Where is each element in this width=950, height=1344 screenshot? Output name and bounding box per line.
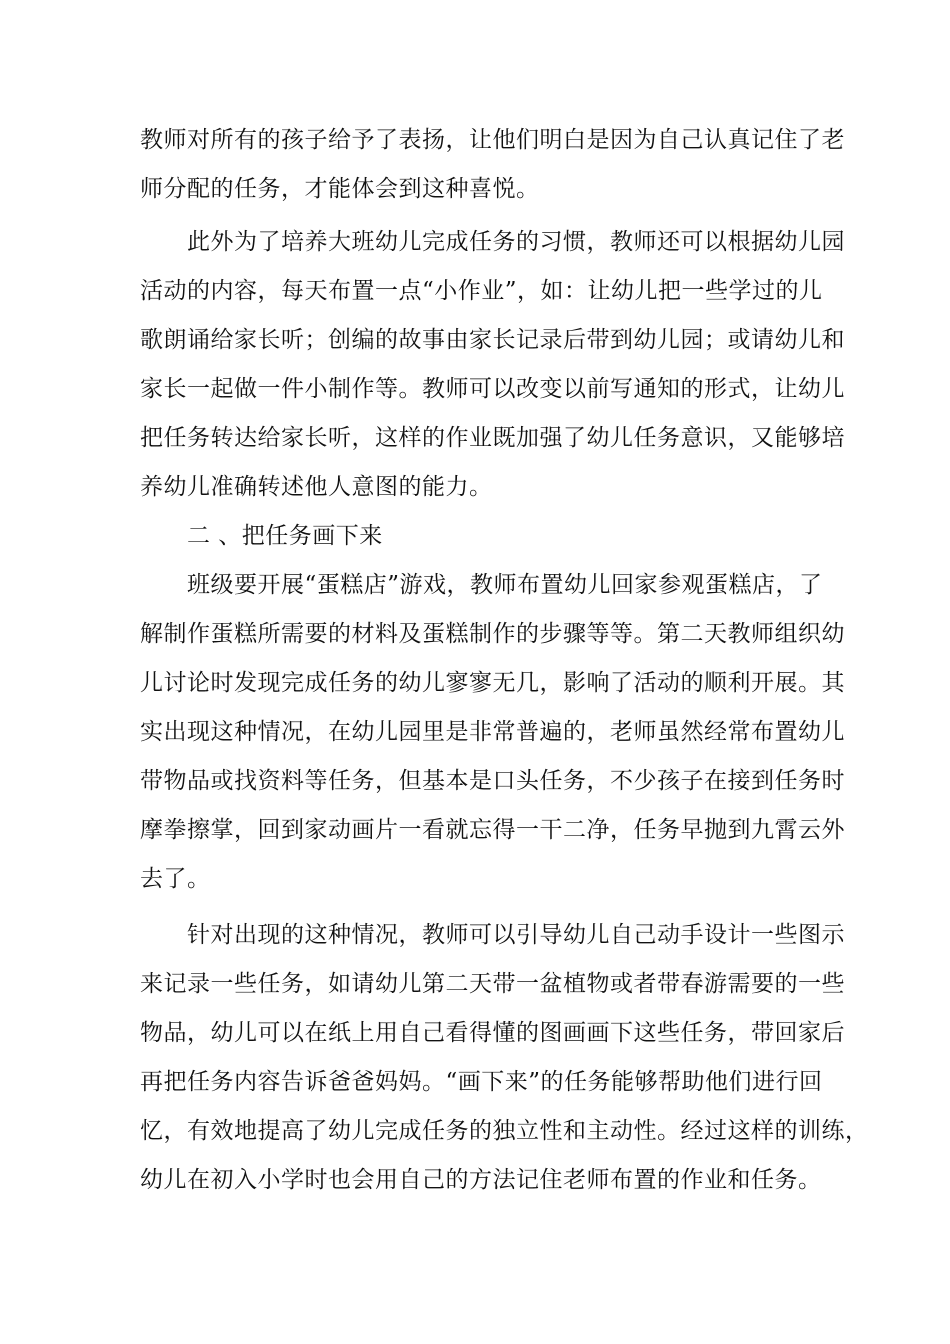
text-line: 物品，幼儿可以在纸上用自己看得懂的图画画下这些任务，带回家后 [140,1020,845,1046]
text-line: 师分配的任务，才能体会到这种喜悦。 [140,176,540,202]
text-line: 养幼儿准确转述他人意图的能力。 [140,474,493,500]
text-line: 活动的内容，每天布置一点“小作业”，如：让幼儿把一些学过的儿 [140,278,823,304]
text-line: 家长一起做一件小制作等。教师可以改变以前写通知的形式，让幼儿 [140,376,845,402]
text-line: 解制作蛋糕所需要的材料及蛋糕制作的步骤等等。第二天教师组织幼 [140,621,845,647]
text-line: 实出现这种情况，在幼儿园里是非常普遍的，老师虽然经常布置幼儿 [140,719,845,745]
text-line: 把任务转达给家长听，这样的作业既加强了幼儿任务意识，又能够培 [140,425,845,451]
text-line: 教师对所有的孩子给予了表扬，让他们明白是因为自己认真记住了老 [140,127,845,153]
text-line: 去了。 [140,866,211,892]
paragraph-first-line: 针对出现的这种情况，教师可以引导幼儿自己动手设计一些图示 [187,922,845,948]
text-line: 歌朗诵给家长听；创编的故事由家长记录后带到幼儿园；或请幼儿和 [140,327,845,353]
text-line: 摩拳擦掌，回到家动画片一看就忘得一干二净，任务早抛到九霄云外 [140,817,845,843]
paragraph-first-line: 此外为了培养大班幼儿完成任务的习惯，教师还可以根据幼儿园 [187,229,845,255]
text-line: 带物品或找资料等任务，但基本是口头任务，不少孩子在接到任务时 [140,768,845,794]
text-line: 幼儿在初入小学时也会用自己的方法记住老师布置的作业和任务。 [140,1167,822,1193]
text-line: 忆，有效地提高了幼儿完成任务的独立性和主动性。经过这样的训练， [140,1118,869,1144]
paragraph-first-line: 班级要开展“蛋糕店”游戏，教师布置幼儿回家参观蛋糕店，了 [187,572,823,598]
section-heading: 二 、把任务画下来 [187,523,383,549]
text-line: 再把任务内容告诉爸爸妈妈。“画下来”的任务能够帮助他们进行回 [140,1069,823,1095]
text-line: 来记录一些任务，如请幼儿第二天带一盆植物或者带春游需要的一些 [140,971,845,997]
text-line: 儿讨论时发现完成任务的幼儿寥寥无几，影响了活动的顺利开展。其 [140,670,845,696]
